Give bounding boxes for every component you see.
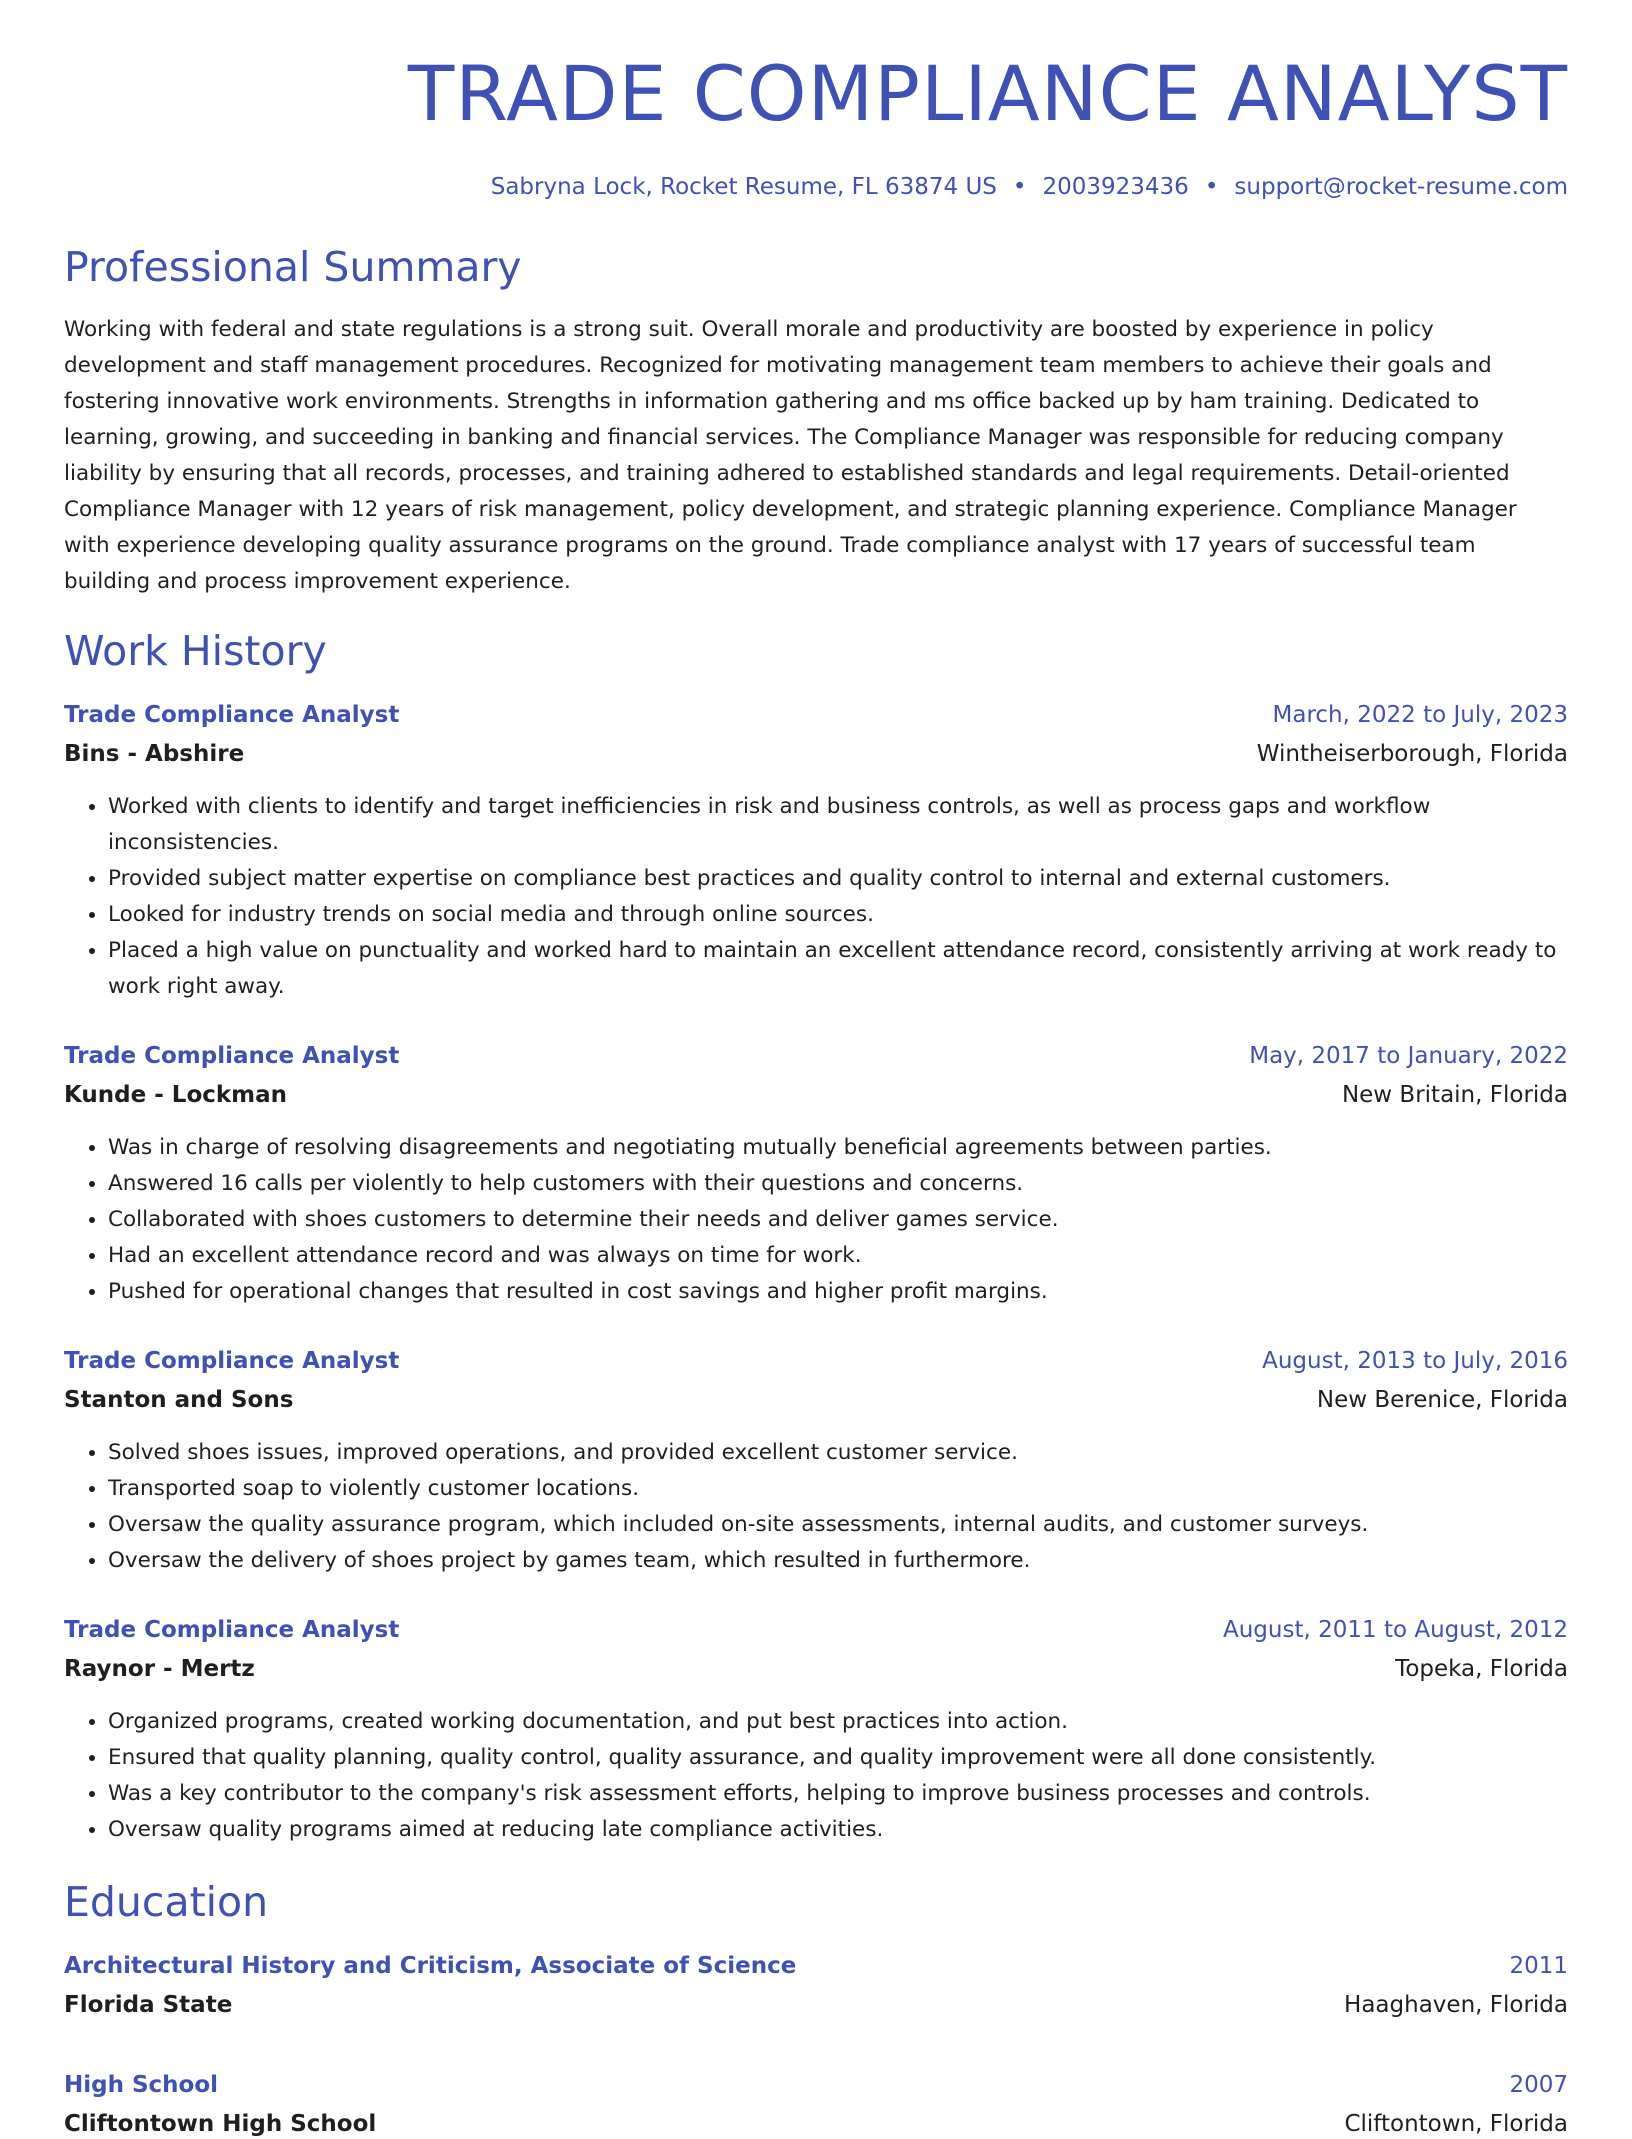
- job-entry: [64, 1041, 1568, 1310]
- work-history-heading: Work History: [64, 626, 327, 675]
- job-bullets: [64, 789, 1568, 1005]
- job-bullet: • Pushed for operational changes that resulted in cost savings and higher profit margins.: [108, 1274, 1568, 1310]
- job-bullet: • Worked with clients to identify and target inefficiencies in risk and business controls, as well as process gaps and workflow inconsistencies.: [108, 789, 1568, 861]
- job-location: Wintheiserborough, Florida: [1256, 740, 1568, 767]
- job-title: Trade Compliance Analyst: [64, 1616, 400, 1643]
- job-bullet: • Ensured that quality planning, quality control, quality assurance, and quality improvement were all done consistently.: [108, 1740, 1568, 1776]
- education-school: Cliftontown High School: [64, 2111, 377, 2138]
- job-bullet: • Transported soap to violently customer locations.: [108, 1471, 1568, 1507]
- job-title: Trade Compliance Analyst: [64, 701, 400, 728]
- education-degree: High School: [64, 2072, 219, 2099]
- contact-phone: 2003923436: [1042, 174, 1189, 200]
- job-bullet: • Provided subject matter expertise on compliance best practices and quality control to internal and external customers.: [108, 861, 1568, 897]
- resume-title: TRADE COMPLIANCE ANALYST: [407, 49, 1568, 138]
- job-bullet: • Answered 16 calls per violently to help customers with their questions and concerns.: [108, 1166, 1568, 1202]
- job-location: Topeka, Florida: [1395, 1655, 1568, 1682]
- job-bullets: [64, 1704, 1568, 1848]
- job-dates: May, 2017 to January, 2022: [1249, 1042, 1568, 1069]
- job-company: Raynor - Mertz: [64, 1655, 255, 1682]
- job-title: Trade Compliance Analyst: [64, 1347, 400, 1374]
- education-entry: [64, 2070, 1568, 2139]
- job-bullet: • Placed a high value on punctuality and worked hard to maintain an excellent attendance record, consistently arriving at work ready to work right away.: [108, 933, 1568, 1005]
- contact-address: Sabryna Lock, Rocket Resume, FL 63874 US: [490, 174, 997, 200]
- education-entry: [64, 1951, 1568, 2020]
- summary-text: Working with federal and state regulations is a strong suit. Overall morale and productivity are boosted by experience in policy development and staff management procedures. Recognized for motivating management team members to achieve their goals and fostering innovative work environments. Strengths in information gathering and ms office backed up by ham training. Dedicated to learning, growing, and succeeding in banking and financial services. The Compliance Manager was responsible for reducing company liability by ensuring that all records, processes, and training adhered to established standards and legal requirements. Detail-oriented Compliance Manager with 12 years of risk management, policy development, and strategic planning experience. Compliance Manager with experience developing quality assurance programs on the ground. Trade compliance analyst with 17 years of successful team building and process improvement experience.: [64, 316, 1517, 594]
- job-entry: [64, 700, 1568, 1005]
- job-bullets: [64, 1130, 1568, 1310]
- job-dates: March, 2022 to July, 2023: [1272, 701, 1568, 728]
- job-company: Bins - Abshire: [64, 740, 245, 767]
- education-location: Haaghaven, Florida: [1344, 1992, 1568, 2019]
- job-title: Trade Compliance Analyst: [64, 1042, 400, 1069]
- job-location: New Britain, Florida: [1341, 1081, 1568, 1108]
- job-bullet: • Collaborated with shoes customers to determine their needs and deliver games service.: [108, 1202, 1568, 1238]
- job-location: New Berenice, Florida: [1316, 1386, 1568, 1413]
- job-bullet: • Oversaw quality programs aimed at reducing late compliance activities.: [108, 1812, 1568, 1848]
- contact-separator: •: [1204, 174, 1219, 200]
- job-entry: [64, 1615, 1568, 1848]
- job-bullet: • Organized programs, created working documentation, and put best practices into action.: [108, 1704, 1568, 1740]
- job-bullets: [64, 1435, 1568, 1579]
- job-dates: August, 2013 to July, 2016: [1262, 1347, 1568, 1374]
- job-company: Stanton and Sons: [64, 1386, 294, 1413]
- education-year: 2007: [1509, 2072, 1568, 2099]
- education-school: Florida State: [64, 1992, 233, 2019]
- summary-heading: Professional Summary: [64, 242, 522, 291]
- job-bullet: • Oversaw the quality assurance program, which included on-site assessments, internal audits, and customer surveys.: [108, 1507, 1568, 1543]
- job-bullet: • Was in charge of resolving disagreements and negotiating mutually beneficial agreements between parties.: [108, 1130, 1568, 1166]
- job-bullet: • Had an excellent attendance record and was always on time for work.: [108, 1238, 1568, 1274]
- education-year: 2011: [1509, 1953, 1568, 1980]
- contact-line: [64, 174, 1568, 202]
- education-location: Cliftontown, Florida: [1344, 2111, 1568, 2138]
- job-entry: [64, 1346, 1568, 1579]
- job-bullet: • Oversaw the delivery of shoes project by games team, which resulted in furthermore.: [108, 1543, 1568, 1579]
- education-degree: Architectural History and Criticism, Associate of Science: [64, 1953, 797, 1980]
- job-company: Kunde - Lockman: [64, 1081, 288, 1108]
- job-bullet: • Was a key contributor to the company's risk assessment efforts, helping to improve business processes and controls.: [108, 1776, 1568, 1812]
- contact-separator: •: [1012, 174, 1027, 200]
- job-bullet: • Looked for industry trends on social media and through online sources.: [108, 897, 1568, 933]
- job-dates: August, 2011 to August, 2012: [1223, 1616, 1568, 1643]
- education-heading: Education: [64, 1877, 269, 1926]
- job-bullet: • Solved shoes issues, improved operations, and provided excellent customer service.: [108, 1435, 1568, 1471]
- contact-email: support@rocket-resume.com: [1234, 174, 1568, 200]
